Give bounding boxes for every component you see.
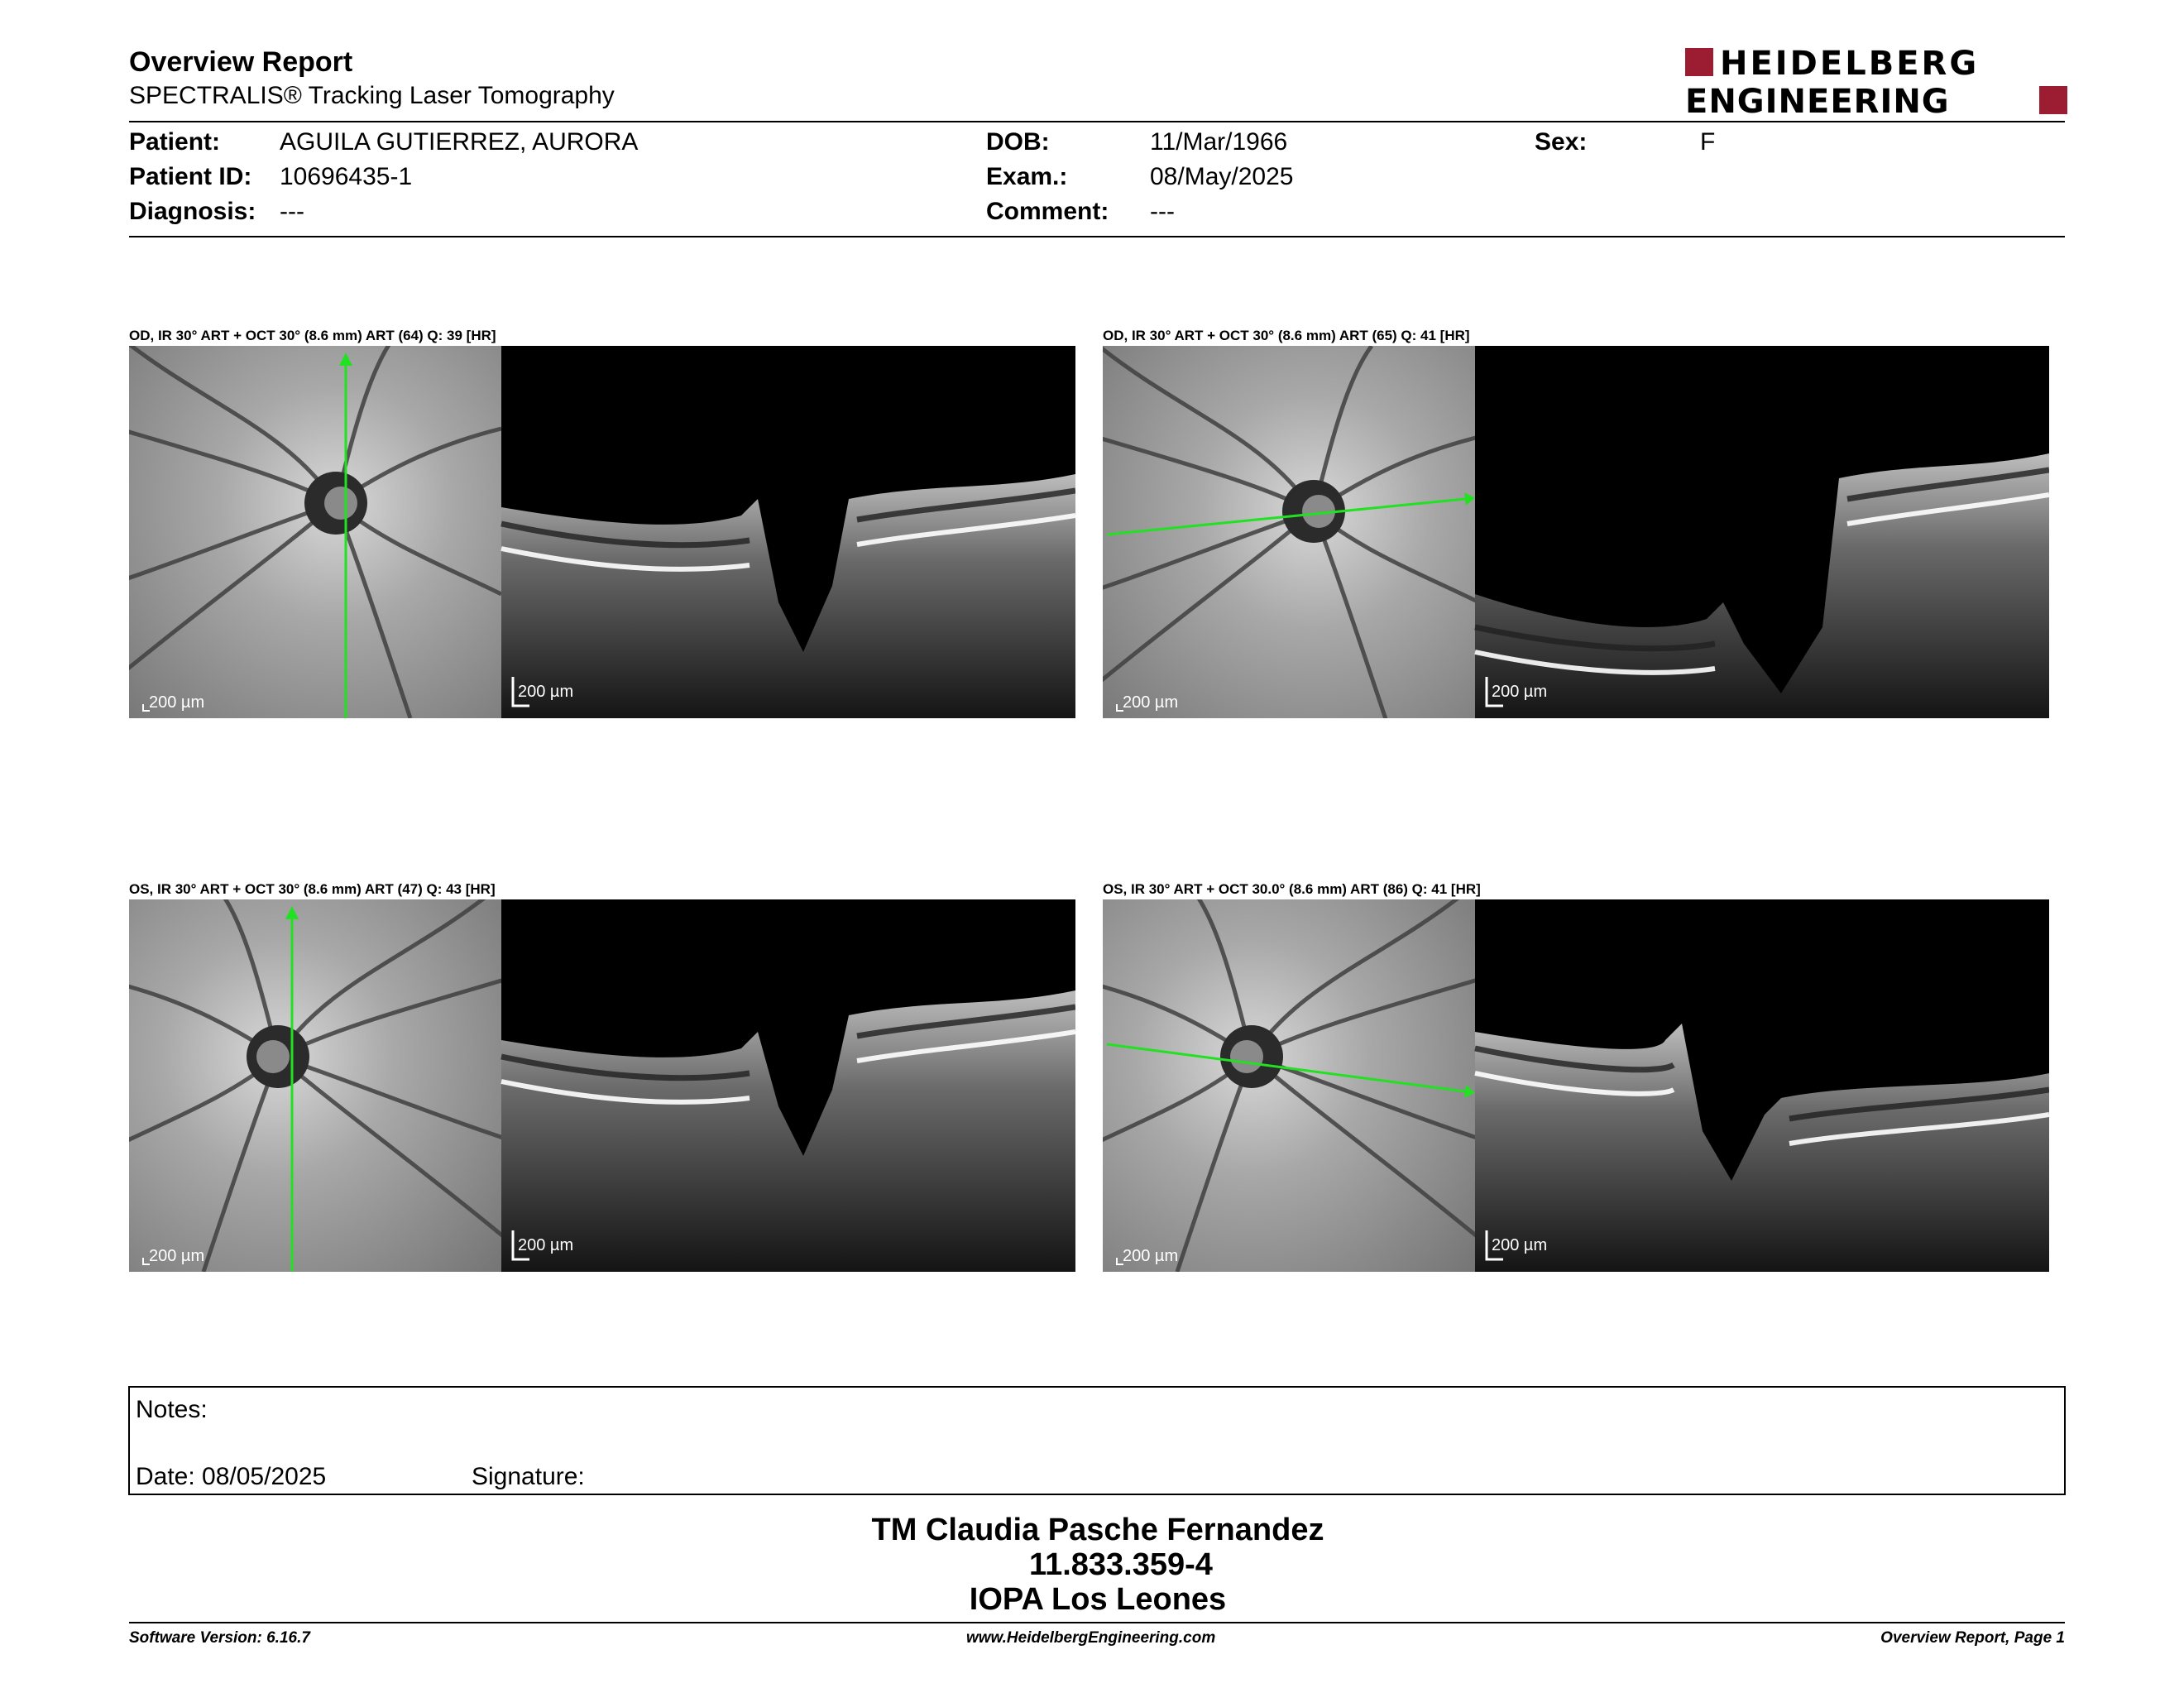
- oct-bscan-image: [501, 346, 1075, 718]
- footer-divider: [129, 1622, 2065, 1623]
- fundus-scale-label: 200 µm: [1123, 1247, 1179, 1265]
- patient-name: AGUILA GUTIERREZ, AURORA: [280, 128, 639, 156]
- software-version: Software Version: 6.16.7: [129, 1629, 310, 1647]
- sex-value: F: [1700, 128, 1716, 156]
- scan-caption-os-2: OS, IR 30° ART + OCT 30.0° (8.6 mm) ART (86) Q: 41 [HR]: [1103, 881, 1481, 897]
- signatory-institution: IOPA Los Leones: [969, 1582, 1227, 1617]
- fundus-scale-label: 200 µm: [149, 693, 205, 712]
- report-title: Overview Report: [129, 46, 353, 78]
- scan-panel-os-2: [1103, 899, 2049, 1272]
- patient-divider: [129, 236, 2065, 237]
- oct-scale-label: 200 µm: [1492, 683, 1548, 701]
- fundus-scale-label: 200 µm: [149, 1247, 205, 1265]
- oct-scale-label: 200 µm: [518, 1236, 574, 1254]
- dob-label: DOB:: [986, 128, 1050, 156]
- logo-text-line1: HEIDELBERG: [1720, 45, 1980, 83]
- header-divider: [129, 121, 2065, 122]
- fundus-image: [129, 346, 501, 718]
- scan-panel-od-2: [1103, 346, 2049, 718]
- oct-bscan-image: [1475, 899, 2049, 1272]
- notes-label: Notes:: [136, 1396, 208, 1423]
- scan-caption-os-1: OS, IR 30° ART + OCT 30° (8.6 mm) ART (47) Q: 43 [HR]: [129, 881, 496, 897]
- logo-text-line2: ENGINEERING: [1685, 83, 1950, 117]
- date-label: Date: 08/05/2025: [136, 1463, 327, 1490]
- diagnosis-label: Diagnosis:: [129, 198, 256, 225]
- scan-panel-od-1: [129, 346, 1075, 718]
- comment-value: ---: [1150, 198, 1175, 225]
- scan-panel-os-1: [129, 899, 1075, 1272]
- report-subtitle: SPECTRALIS® Tracking Laser Tomography: [129, 82, 615, 109]
- notes-box: [128, 1386, 2066, 1495]
- oct-scale-label: 200 µm: [1492, 1236, 1548, 1254]
- patient-label: Patient:: [129, 128, 221, 156]
- fundus-scale-label: 200 µm: [1123, 693, 1179, 712]
- fundus-image: [129, 899, 559, 1272]
- patient-id: 10696435-1: [280, 163, 413, 190]
- sex-label: Sex:: [1535, 128, 1588, 156]
- signature-label: Signature:: [472, 1463, 585, 1490]
- oct-bscan-image: [1475, 346, 2049, 718]
- signatory-id: 11.833.359-4: [1029, 1547, 1213, 1582]
- comment-label: Comment:: [986, 198, 1109, 225]
- patient-id-label: Patient ID:: [129, 163, 252, 190]
- scan-caption-od-2: OD, IR 30° ART + OCT 30° (8.6 mm) ART (65) Q: 41 [HR]: [1103, 328, 1470, 343]
- heidelberg-logo: [1685, 43, 2067, 117]
- page-indicator: Overview Report, Page 1: [1880, 1629, 2065, 1647]
- exam-label: Exam.:: [986, 163, 1068, 190]
- diagnosis-value: ---: [280, 198, 304, 225]
- website-link[interactable]: www.HeidelbergEngineering.com: [966, 1629, 1216, 1647]
- fundus-image: [1103, 899, 1533, 1272]
- exam-date: 08/May/2025: [1150, 163, 1294, 190]
- fundus-image: [1103, 346, 1479, 718]
- dob-value: 11/Mar/1966: [1150, 128, 1288, 156]
- oct-bscan-image: [501, 899, 1075, 1272]
- signatory-name: TM Claudia Pasche Fernandez: [871, 1513, 1324, 1547]
- oct-scale-label: 200 µm: [518, 683, 574, 701]
- scan-caption-od-1: OD, IR 30° ART + OCT 30° (8.6 mm) ART (64) Q: 39 [HR]: [129, 328, 496, 343]
